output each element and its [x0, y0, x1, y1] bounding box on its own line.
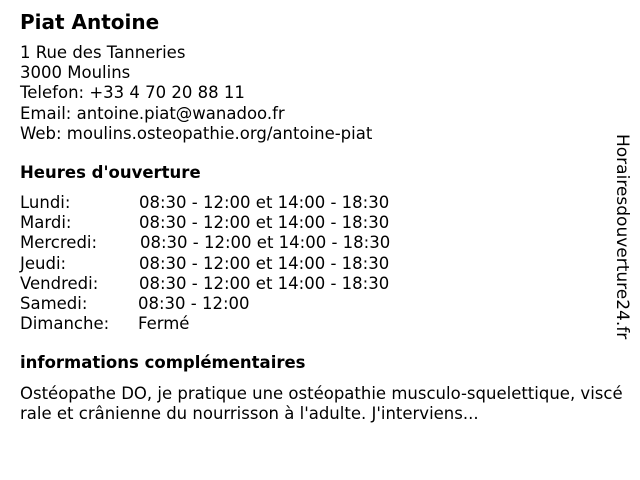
time-value: Fermé	[138, 314, 190, 334]
day-label: Jeudi:	[20, 253, 67, 273]
website: Web: moulins.osteopathie.org/antoine-piat	[20, 123, 373, 143]
time-value: 08:30 - 12:00 et 14:00 - 18:30	[139, 273, 390, 293]
time-value: 08:30 - 12:00	[138, 293, 250, 313]
day-label: Mercredi:	[20, 233, 98, 253]
hours-heading: Heures d'ouverture	[20, 163, 201, 182]
info-heading: informations complémentaires	[20, 353, 306, 372]
business-name: Piat Antoine	[20, 10, 160, 34]
time-value: 08:30 - 12:00 et 14:00 - 18:30	[139, 253, 390, 273]
brand-watermark: Horairesdouverture24.fr	[612, 134, 632, 340]
phone: Telefon: +33 4 70 20 88 11	[20, 83, 245, 103]
day-label: Vendredi:	[20, 273, 99, 293]
contact-block	[20, 43, 372, 144]
address-line-1: 1 Rue des Tanneries	[20, 43, 186, 62]
email: Email: antoine.piat@wanadoo.fr	[20, 103, 285, 123]
time-value: 08:30 - 12:00 et 14:00 - 18:30	[139, 193, 390, 212]
time-value: 08:30 - 12:00 et 14:00 - 18:30	[139, 213, 390, 233]
address-line-2: 3000 Moulins	[20, 63, 131, 83]
day-label: Samedi:	[20, 293, 88, 313]
time-value: 08:30 - 12:00 et 14:00 - 18:30	[140, 233, 391, 253]
day-label: Mardi:	[20, 213, 72, 233]
day-label: Lundi:	[20, 193, 71, 212]
info-description: Ostéopathe DO, je pratique une ostéopathie musculo-squelettique, viscérale et crânienne du nourrisson à l'adulte. J'interviens...	[20, 384, 623, 424]
day-label: Dimanche:	[20, 314, 110, 334]
